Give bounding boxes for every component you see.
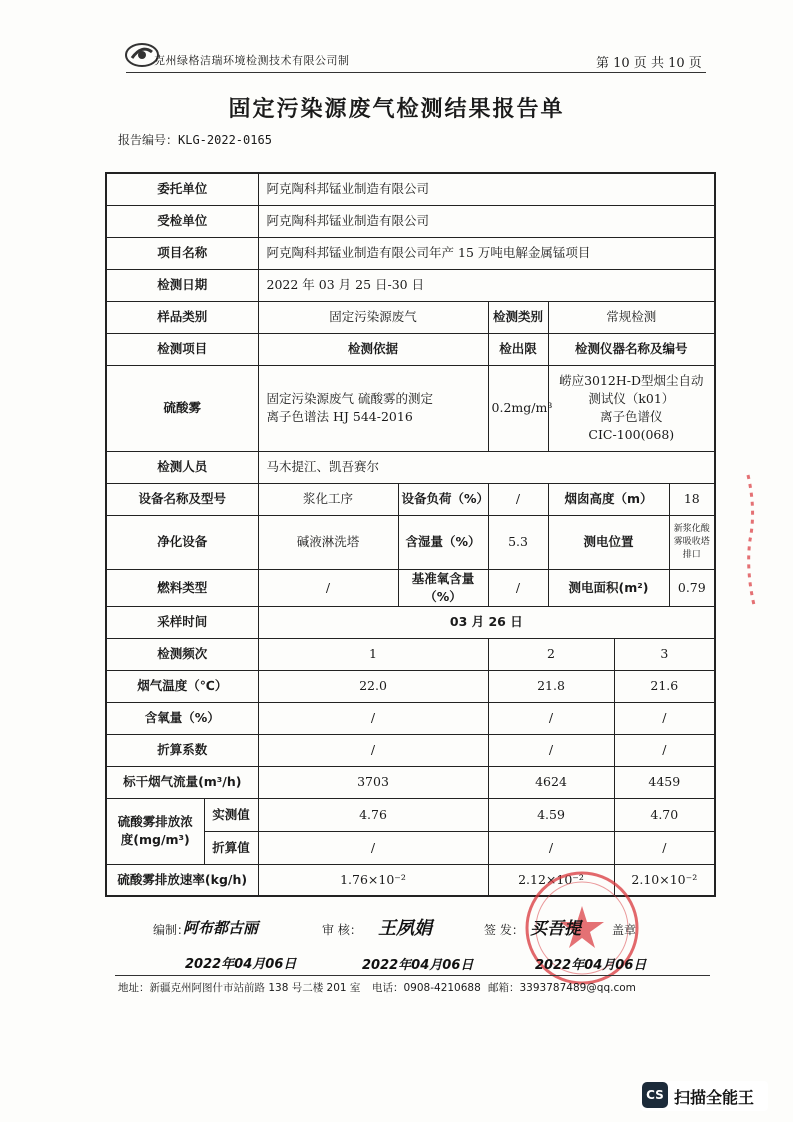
load-label: 设备负荷（%） — [398, 483, 488, 515]
instrument-line1: 崂应3012H-D型烟尘自动 — [559, 373, 704, 388]
issue-signature: 买吾提 — [530, 919, 581, 939]
temp-3: 21.6 — [614, 670, 715, 702]
coef-3: / — [614, 734, 715, 766]
item-value: 硫酸雾 — [106, 365, 258, 451]
compiled-date: 2022年04月06日 — [185, 957, 297, 972]
rate-1: 1.76×10⁻² — [258, 864, 488, 896]
equipment-name-value: 浆化工序 — [258, 483, 398, 515]
row-purify — [106, 515, 715, 569]
review-signature: 王夙娟 — [378, 918, 432, 939]
date-value: 2022 年 03 月 25 日-30 日 — [258, 269, 715, 301]
coef-label: 折算系数 — [106, 734, 258, 766]
item-header: 检测项目 — [106, 333, 258, 365]
header-company: 克州绿格洁瑞环境检测技术有限公司制 — [154, 54, 350, 67]
row-temperature — [106, 670, 715, 702]
instrument-line3: 离子色谱仪 — [600, 409, 663, 424]
row-oxygen — [106, 702, 715, 734]
row-sample-type — [106, 301, 715, 333]
staff-label: 检测人员 — [106, 451, 258, 483]
converted-2: / — [488, 831, 614, 864]
conc-label — [106, 798, 204, 864]
temp-label: 烟气温度（℃） — [106, 670, 258, 702]
converted-1: / — [258, 831, 488, 864]
temp-2: 21.8 — [488, 670, 614, 702]
results-table — [105, 172, 716, 897]
row-measured — [106, 798, 715, 831]
instrument-line4: CIC-100(068) — [588, 427, 675, 442]
freq-3: 3 — [614, 638, 715, 670]
basis-line2: 离子色谱法 HJ 544-2016 — [266, 409, 413, 424]
chimney-label: 烟囱高度（m） — [548, 483, 669, 515]
measured-2: 4.59 — [488, 798, 614, 831]
converted-label: 折算值 — [204, 831, 258, 864]
instrument-header: 检测仪器名称及编号 — [548, 333, 715, 365]
footer-email: 邮箱：3393787489@qq.com — [488, 982, 636, 994]
measured-3: 4.70 — [614, 798, 715, 831]
project-label: 项目名称 — [106, 237, 258, 269]
sample-type-value: 固定污染源废气 — [258, 301, 488, 333]
seal-label: 盖章 — [612, 923, 637, 937]
humidity-value: 5.3 — [488, 515, 548, 569]
test-type-label: 检测类别 — [488, 301, 548, 333]
flow-label: 标干烟气流量(m³/h) — [106, 766, 258, 798]
row-coefficient — [106, 734, 715, 766]
inspected-value: 阿克陶科邦锰业制造有限公司 — [258, 205, 715, 237]
point-line2: 雾吸收塔 — [673, 536, 710, 547]
compiled-signature: 阿布都古丽 — [183, 919, 259, 937]
instrument-cell — [548, 365, 715, 451]
point-line3: 排口 — [682, 549, 701, 560]
limit-header: 检出限 — [488, 333, 548, 365]
row-flow — [106, 766, 715, 798]
rate-2: 2.12×10⁻² — [488, 864, 614, 896]
edge-seal-mark — [738, 470, 768, 610]
conc-label-line2: 度(mg/m³) — [120, 832, 190, 847]
point-label: 测电位置 — [548, 515, 669, 569]
basis-cell — [258, 365, 488, 451]
header-divider — [126, 72, 706, 73]
fuel-label: 燃料类型 — [106, 569, 258, 606]
conc-label-line1: 硫酸雾排放浓 — [117, 814, 193, 829]
rate-3: 2.10×10⁻² — [614, 864, 715, 896]
issue-label: 签 发： — [484, 923, 524, 937]
coef-1: / — [258, 734, 488, 766]
row-equipment — [106, 483, 715, 515]
humidity-label: 含湿量（%） — [398, 515, 488, 569]
sampling-time-label: 采样时间 — [106, 606, 258, 638]
row-date — [106, 269, 715, 301]
freq-1: 1 — [258, 638, 488, 670]
camscanner-logo-icon: CS — [642, 1082, 668, 1108]
temp-1: 22.0 — [258, 670, 488, 702]
row-inspected — [106, 205, 715, 237]
row-method — [106, 365, 715, 451]
measured-1: 4.76 — [258, 798, 488, 831]
basis-header: 检测依据 — [258, 333, 488, 365]
basis-line1: 固定污染源废气 硫酸雾的测定 — [266, 391, 433, 406]
fuel-value: / — [258, 569, 398, 606]
point-value — [669, 515, 715, 569]
oxygen-ref-value: / — [488, 569, 548, 606]
oxygen-2: / — [488, 702, 614, 734]
area-value: 0.79 — [669, 569, 715, 606]
flow-1: 3703 — [258, 766, 488, 798]
sampling-time-value: 03 月 26 日 — [258, 606, 715, 638]
test-type-value: 常规检测 — [548, 301, 715, 333]
oxygen-1: / — [258, 702, 488, 734]
report-number: 报告编号：KLG-2022-0165 — [118, 133, 272, 147]
footer-divider — [115, 975, 710, 976]
watermark-text: 扫描全能王 — [674, 1088, 755, 1107]
header-page-info: 第 10 页 共 10 页 — [596, 56, 702, 71]
client-value: 阿克陶科邦锰业制造有限公司 — [258, 173, 715, 205]
flow-3: 4459 — [614, 766, 715, 798]
inspected-label: 受检单位 — [106, 205, 258, 237]
compiled-label: 编制： — [153, 923, 190, 937]
chimney-value: 18 — [669, 483, 715, 515]
row-staff — [106, 451, 715, 483]
measured-label: 实测值 — [204, 798, 258, 831]
freq-label: 检测频次 — [106, 638, 258, 670]
staff-value: 马木提江、凯吾赛尔 — [258, 451, 715, 483]
limit-value: 0.2mg/m³ — [488, 365, 548, 451]
row-client — [106, 173, 715, 205]
coef-2: / — [488, 734, 614, 766]
row-method-header — [106, 333, 715, 365]
flow-2: 4624 — [488, 766, 614, 798]
page-title: 固定污染源废气检测结果报告单 — [228, 96, 565, 122]
converted-3: / — [614, 831, 715, 864]
load-value: / — [488, 483, 548, 515]
instrument-line2: 测试仪（k01） — [588, 391, 675, 406]
rate-label: 硫酸雾排放速率(kg/h) — [106, 864, 258, 896]
oxygen-ref-label: 基准氧含量（%） — [398, 569, 488, 606]
row-fuel — [106, 569, 715, 606]
purify-value: 碱液淋洗塔 — [258, 515, 398, 569]
issue-date: 2022年04月06日 — [535, 958, 647, 973]
area-label: 测电面积(m²) — [548, 569, 669, 606]
row-project — [106, 237, 715, 269]
row-frequency — [106, 638, 715, 670]
row-sampling-time — [106, 606, 715, 638]
sample-type-label: 样品类别 — [106, 301, 258, 333]
date-label: 检测日期 — [106, 269, 258, 301]
oxygen-3: / — [614, 702, 715, 734]
oxygen-label: 含氧量（%） — [106, 702, 258, 734]
client-label: 委托单位 — [106, 173, 258, 205]
footer-phone: 电话：0908-4210688 — [372, 982, 481, 994]
equipment-name-label: 设备名称及型号 — [106, 483, 258, 515]
point-line1: 新浆化酸 — [673, 523, 710, 534]
freq-2: 2 — [488, 638, 614, 670]
project-value: 阿克陶科邦锰业制造有限公司年产 15 万吨电解金属锰项目 — [258, 237, 715, 269]
footer-address: 地址：新疆克州阿图什市站前路 138 号二楼 201 室 — [118, 982, 361, 994]
review-label: 审 核： — [322, 923, 362, 937]
purify-label: 净化设备 — [106, 515, 258, 569]
review-date: 2022年04月06日 — [362, 958, 474, 973]
